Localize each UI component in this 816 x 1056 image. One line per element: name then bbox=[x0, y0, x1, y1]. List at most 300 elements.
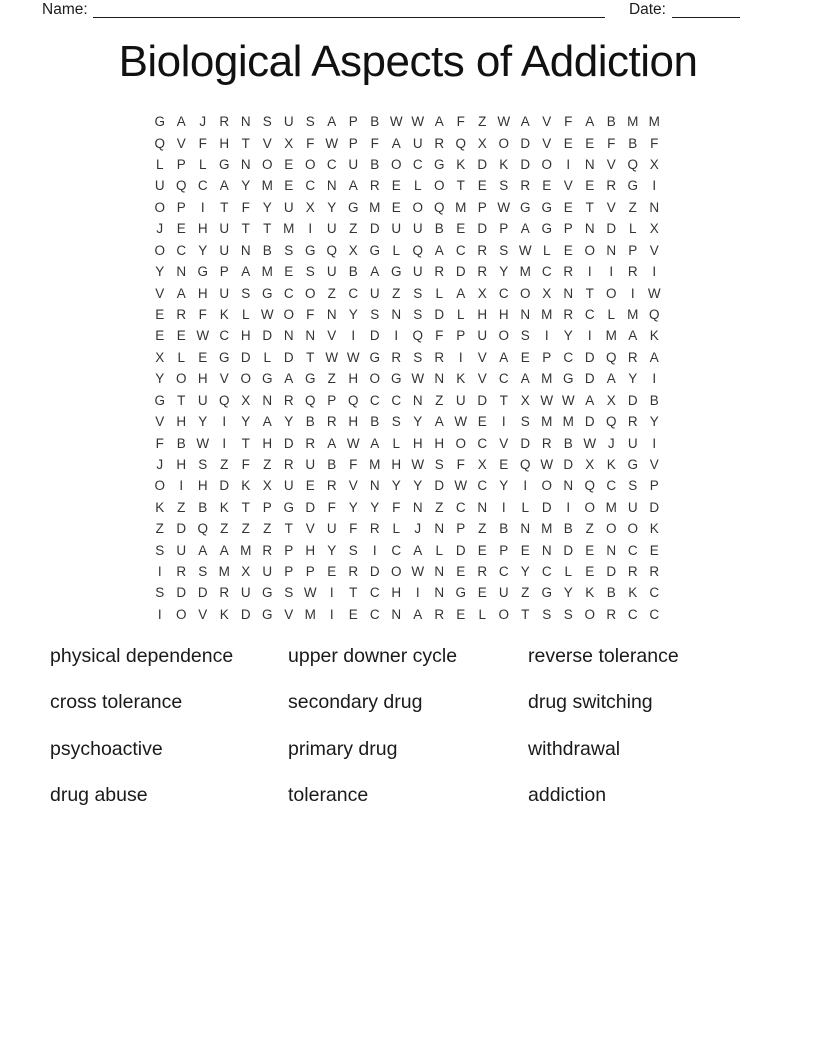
grid-cell: U bbox=[283, 114, 294, 130]
grid-cell: E bbox=[155, 307, 165, 322]
grid-cell: F bbox=[456, 456, 465, 472]
grid-cell: W bbox=[583, 435, 597, 451]
grid-cell: G bbox=[218, 157, 230, 173]
grid-cell: K bbox=[219, 606, 229, 622]
grid-cell: W bbox=[518, 242, 532, 258]
grid-cell: W bbox=[497, 199, 511, 215]
grid-cell: D bbox=[369, 564, 380, 580]
grid-cell: A bbox=[370, 435, 380, 451]
grid-cell: G bbox=[197, 264, 208, 280]
grid-cell: D bbox=[176, 521, 187, 537]
grid-cell: O bbox=[369, 371, 380, 387]
grid-cell: X bbox=[520, 392, 530, 408]
grid-cell: O bbox=[541, 478, 552, 494]
grid-cell: D bbox=[520, 435, 531, 451]
grid-cell: Z bbox=[478, 521, 487, 537]
grid-cell: R bbox=[283, 392, 294, 408]
word-list-item: upper downer cycle bbox=[288, 645, 458, 667]
grid-cell: V bbox=[198, 606, 208, 622]
grid-cell: E bbox=[305, 478, 315, 494]
grid-cell: R bbox=[434, 135, 445, 151]
grid-cell: D bbox=[434, 307, 445, 322]
header bbox=[42, 1, 740, 18]
grid-cell: D bbox=[563, 456, 574, 472]
grid-cell: X bbox=[262, 478, 272, 494]
grid-cell: W bbox=[647, 285, 661, 301]
grid-cell: M bbox=[605, 499, 617, 515]
grid-cell: D bbox=[240, 606, 251, 622]
grid-cell: E bbox=[477, 178, 487, 194]
grid-cell: K bbox=[241, 478, 251, 494]
grid-cell: Z bbox=[327, 371, 336, 387]
grid-cell: U bbox=[627, 435, 638, 451]
grid-cell: I bbox=[372, 542, 377, 558]
grid-cell: Z bbox=[263, 521, 272, 537]
grid-cell: O bbox=[433, 178, 445, 194]
grid-cell: O bbox=[240, 371, 251, 387]
grid-cell: D bbox=[369, 221, 380, 237]
grid-cell: Q bbox=[304, 392, 316, 408]
grid-cell: Y bbox=[348, 307, 358, 322]
grid-cell: W bbox=[454, 414, 468, 430]
grid-cell: B bbox=[499, 521, 509, 537]
grid-cell: A bbox=[413, 606, 423, 622]
grid-cell: Y bbox=[413, 414, 423, 430]
grid-cell: Z bbox=[435, 499, 444, 515]
grid-cell: J bbox=[607, 435, 615, 451]
grid-cell: F bbox=[241, 199, 250, 215]
grid-cell: W bbox=[325, 135, 339, 151]
grid-cell: N bbox=[262, 392, 273, 408]
grid-cell: C bbox=[219, 328, 230, 344]
grid-cell: C bbox=[563, 349, 574, 365]
grid-cell: U bbox=[412, 264, 423, 280]
grid-cell: W bbox=[411, 371, 425, 387]
grid-cell: A bbox=[262, 414, 272, 430]
grid-cell: R bbox=[219, 114, 230, 130]
grid-cell: Z bbox=[521, 585, 530, 601]
grid-cell: C bbox=[391, 392, 402, 408]
grid-cell: N bbox=[520, 521, 531, 537]
grid-cell: J bbox=[414, 521, 422, 537]
grid-cell: W bbox=[454, 478, 468, 494]
grid-cell: F bbox=[650, 135, 659, 151]
grid-cell: E bbox=[563, 199, 573, 215]
grid-cell: U bbox=[498, 585, 509, 601]
grid-cell: E bbox=[477, 542, 487, 558]
grid-cell: L bbox=[155, 157, 164, 173]
grid-cell: H bbox=[348, 371, 359, 387]
grid-cell: E bbox=[198, 349, 208, 365]
grid-cell: S bbox=[198, 564, 208, 580]
grid-cell: S bbox=[241, 285, 251, 301]
grid-cell: K bbox=[585, 585, 595, 601]
grid-cell: I bbox=[587, 328, 592, 344]
grid-cell: W bbox=[303, 585, 317, 601]
grid-cell: C bbox=[498, 371, 509, 387]
grid-cell: A bbox=[219, 178, 229, 194]
grid-cell: Y bbox=[198, 242, 208, 258]
grid-cell: F bbox=[198, 307, 207, 322]
grid-cell: B bbox=[305, 414, 315, 430]
grid-cell: H bbox=[197, 478, 208, 494]
grid-cell: Y bbox=[649, 414, 659, 430]
grid-cell: Q bbox=[347, 392, 359, 408]
grid-cell: D bbox=[240, 349, 251, 365]
grid-cell: S bbox=[413, 307, 423, 322]
grid-cell: R bbox=[649, 564, 660, 580]
grid-cell: N bbox=[369, 478, 380, 494]
grid-cell: F bbox=[155, 435, 164, 451]
word-list-item: primary drug bbox=[288, 737, 398, 760]
grid-cell: L bbox=[564, 564, 572, 580]
grid-cell: N bbox=[434, 521, 445, 537]
grid-cell: K bbox=[456, 157, 466, 173]
grid-cell: N bbox=[563, 285, 574, 301]
grid-cell: B bbox=[370, 414, 380, 430]
grid-cell: H bbox=[197, 221, 208, 237]
grid-cell: A bbox=[628, 328, 638, 344]
grid-cell: G bbox=[261, 285, 273, 301]
grid-cell: N bbox=[584, 157, 595, 173]
grid-cell: M bbox=[455, 199, 467, 215]
grid-cell: A bbox=[649, 349, 659, 365]
grid-cell: Q bbox=[197, 521, 208, 537]
grid-cell: N bbox=[520, 307, 531, 322]
grid-cell: H bbox=[262, 435, 273, 451]
grid-cell: E bbox=[155, 328, 165, 344]
grid-cell: Y bbox=[391, 478, 401, 494]
grid-cell: T bbox=[585, 199, 594, 215]
grid-cell: A bbox=[456, 285, 466, 301]
grid-cell: F bbox=[392, 499, 401, 515]
grid-cell: B bbox=[606, 585, 616, 601]
grid-cell: W bbox=[260, 307, 274, 322]
grid-cell: D bbox=[584, 414, 595, 430]
grid-cell: I bbox=[222, 435, 227, 451]
grid-cell: L bbox=[435, 285, 443, 301]
date-blank-line bbox=[672, 3, 740, 18]
grid-cell: I bbox=[415, 585, 420, 601]
grid-cell: B bbox=[649, 392, 659, 408]
grid-cell: I bbox=[501, 499, 506, 515]
grid-cell: M bbox=[240, 542, 252, 558]
grid-cell: L bbox=[478, 606, 486, 622]
grid-cell: R bbox=[627, 264, 638, 280]
grid-cell: O bbox=[605, 285, 617, 301]
grid-cell: G bbox=[519, 199, 531, 215]
grid-cell: W bbox=[561, 392, 575, 408]
grid-cell: W bbox=[411, 114, 425, 130]
grid-cell: C bbox=[649, 606, 660, 622]
grid-cell: M bbox=[369, 199, 381, 215]
grid-cell: T bbox=[220, 199, 229, 215]
grid-cell: Y bbox=[563, 328, 573, 344]
name-label: Name: bbox=[42, 1, 88, 18]
grid-cell: O bbox=[584, 242, 595, 258]
grid-cell: K bbox=[499, 157, 509, 173]
grid-cell: L bbox=[413, 178, 422, 194]
grid-cell: G bbox=[455, 585, 466, 601]
grid-cell: V bbox=[284, 606, 294, 622]
grid-cell: A bbox=[284, 371, 294, 387]
grid-cell: V bbox=[649, 456, 659, 472]
grid-cell: S bbox=[348, 542, 358, 558]
grid-cell: Q bbox=[175, 178, 187, 194]
grid-cell: Q bbox=[605, 414, 617, 430]
grid-cell: K bbox=[219, 499, 229, 515]
grid-cell: I bbox=[652, 371, 657, 387]
grid-cell: K bbox=[628, 585, 638, 601]
grid-cell: N bbox=[584, 221, 595, 237]
grid-cell: Y bbox=[155, 264, 165, 280]
grid-cell: A bbox=[327, 114, 337, 130]
grid-cell: V bbox=[649, 242, 659, 258]
grid-cell: S bbox=[155, 542, 165, 558]
grid-cell: B bbox=[262, 242, 272, 258]
grid-cell: I bbox=[587, 264, 592, 280]
grid-cell: D bbox=[520, 135, 531, 151]
grid-cell: X bbox=[477, 456, 487, 472]
grid-cell: O bbox=[455, 435, 466, 451]
grid-cell: D bbox=[606, 221, 617, 237]
grid-cell: P bbox=[327, 392, 337, 408]
grid-cell: F bbox=[370, 135, 379, 151]
grid-cell: L bbox=[392, 435, 400, 451]
grid-cell: U bbox=[305, 456, 316, 472]
grid-cell: R bbox=[219, 585, 230, 601]
grid-cell: R bbox=[627, 349, 638, 365]
grid-cell: R bbox=[477, 264, 488, 280]
grid-cell: I bbox=[329, 585, 334, 601]
grid-cell: A bbox=[434, 414, 444, 430]
grid-cell: L bbox=[177, 349, 185, 365]
grid-cell: E bbox=[477, 414, 487, 430]
grid-cell: S bbox=[284, 242, 294, 258]
grid-cell: H bbox=[498, 307, 509, 322]
grid-cell: R bbox=[348, 564, 359, 580]
grid-cell: V bbox=[542, 135, 552, 151]
grid-cell: L bbox=[607, 307, 615, 322]
grid-cell: N bbox=[563, 478, 574, 494]
grid-cell: N bbox=[434, 371, 445, 387]
grid-cell: M bbox=[519, 264, 531, 280]
grid-cell: M bbox=[627, 114, 639, 130]
grid-cell: P bbox=[284, 564, 294, 580]
grid-cell: X bbox=[477, 285, 487, 301]
grid-cell: O bbox=[154, 242, 165, 258]
grid-cell: B bbox=[563, 435, 573, 451]
grid-cell: Q bbox=[605, 349, 617, 365]
grid-cell: O bbox=[390, 157, 402, 173]
grid-cell: I bbox=[200, 199, 205, 215]
grid-cell: T bbox=[499, 392, 508, 408]
grid-cell: R bbox=[520, 178, 531, 194]
grid-cell: L bbox=[241, 307, 250, 322]
grid-cell: G bbox=[541, 199, 552, 215]
grid-cell: T bbox=[456, 178, 465, 194]
grid-cell: P bbox=[499, 542, 509, 558]
grid-cell: K bbox=[606, 456, 616, 472]
grid-cell: E bbox=[176, 221, 186, 237]
grid-cell: D bbox=[434, 478, 445, 494]
grid-cell: R bbox=[369, 178, 380, 194]
grid-cell: R bbox=[627, 414, 638, 430]
grid-cell: E bbox=[391, 178, 401, 194]
grid-cell: R bbox=[434, 264, 445, 280]
word-list-item: physical dependence bbox=[50, 645, 234, 667]
grid-cell: A bbox=[198, 542, 208, 558]
grid-cell: G bbox=[390, 264, 402, 280]
grid-cell: E bbox=[477, 585, 487, 601]
grid-cell: Q bbox=[412, 242, 423, 258]
grid-cell: U bbox=[326, 221, 337, 237]
grid-cell: Z bbox=[220, 521, 229, 537]
grid-cell: A bbox=[499, 349, 509, 365]
grid-cell: H bbox=[197, 371, 208, 387]
grid-cell: R bbox=[477, 564, 488, 580]
grid-cell: Y bbox=[348, 499, 358, 515]
grid-cell: C bbox=[584, 307, 595, 322]
grid-cell: G bbox=[283, 499, 294, 515]
grid-cell: V bbox=[305, 521, 315, 537]
grid-cell: A bbox=[348, 178, 358, 194]
grid-cell: D bbox=[283, 435, 294, 451]
grid-cell: G bbox=[261, 585, 273, 601]
grid-cell: A bbox=[219, 542, 229, 558]
grid-cell: D bbox=[305, 499, 316, 515]
grid-cell: V bbox=[477, 349, 487, 365]
grid-cell: F bbox=[198, 135, 207, 151]
grid-cell: E bbox=[284, 264, 294, 280]
grid-cell: N bbox=[176, 264, 187, 280]
grid-cell: E bbox=[585, 178, 595, 194]
grid-cell: U bbox=[219, 285, 230, 301]
grid-cell: N bbox=[326, 178, 337, 194]
grid-cell: U bbox=[176, 542, 187, 558]
grid-cell: G bbox=[369, 242, 380, 258]
grid-cell: B bbox=[563, 521, 573, 537]
grid-cell: C bbox=[369, 606, 380, 622]
grid-cell: N bbox=[434, 564, 445, 580]
grid-cell: A bbox=[241, 264, 251, 280]
grid-cell: H bbox=[412, 435, 423, 451]
grid-cell: S bbox=[520, 328, 530, 344]
grid-cell: Q bbox=[584, 478, 595, 494]
grid-cell: K bbox=[649, 328, 659, 344]
grid-cell: E bbox=[456, 606, 466, 622]
grid-cell: H bbox=[176, 456, 187, 472]
grid-cell: D bbox=[477, 157, 488, 173]
grid-cell: F bbox=[349, 521, 358, 537]
grid-cell: D bbox=[520, 157, 531, 173]
grid-cell: N bbox=[240, 242, 251, 258]
grid-cell: A bbox=[585, 114, 595, 130]
grid-cell: K bbox=[155, 499, 165, 515]
grid-cell: N bbox=[326, 307, 337, 322]
date-label: Date: bbox=[628, 1, 666, 18]
grid-cell: Q bbox=[326, 242, 337, 258]
grid-cell: X bbox=[477, 135, 487, 151]
word-list-item: drug abuse bbox=[50, 784, 148, 807]
grid-cell: I bbox=[630, 285, 635, 301]
grid-cell: Y bbox=[499, 264, 509, 280]
grid-cell: C bbox=[176, 242, 187, 258]
grid-cell: R bbox=[627, 564, 638, 580]
grid-cell: K bbox=[219, 307, 229, 322]
grid-cell: A bbox=[520, 221, 530, 237]
grid-cell: P bbox=[284, 542, 294, 558]
grid-cell: O bbox=[304, 285, 316, 301]
word-list-item: cross tolerance bbox=[50, 691, 183, 714]
grid-cell: I bbox=[157, 606, 162, 622]
grid-cell: S bbox=[284, 585, 294, 601]
grid-cell: B bbox=[198, 499, 208, 515]
grid-cell: A bbox=[434, 114, 444, 130]
grid-cell: Y bbox=[155, 371, 165, 387]
grid-cell: O bbox=[519, 285, 531, 301]
grid-cell: I bbox=[458, 349, 463, 365]
grid-cell: D bbox=[455, 264, 466, 280]
grid-cell: I bbox=[652, 435, 657, 451]
grid-cell: O bbox=[390, 564, 402, 580]
grid-cell: I bbox=[566, 499, 571, 515]
grid-cell: A bbox=[327, 435, 337, 451]
grid-cell: C bbox=[498, 564, 509, 580]
grid-cell: H bbox=[305, 542, 316, 558]
grid-cell: P bbox=[262, 499, 272, 515]
grid-cell: P bbox=[456, 328, 466, 344]
grid-cell: M bbox=[648, 114, 660, 130]
grid-cell: T bbox=[585, 285, 594, 301]
grid-cell: C bbox=[348, 285, 359, 301]
grid-cell: L bbox=[521, 499, 529, 515]
grid-cell: Q bbox=[519, 456, 531, 472]
grid-cell: E bbox=[649, 542, 659, 558]
grid-cell: P bbox=[542, 349, 552, 365]
grid-cell: U bbox=[627, 499, 638, 515]
grid-cell: R bbox=[305, 435, 316, 451]
grid-cell: O bbox=[261, 157, 273, 173]
grid-cell: D bbox=[563, 542, 574, 558]
grid-cell: E bbox=[456, 221, 466, 237]
grid-cell: Y bbox=[327, 542, 337, 558]
word-search-grid bbox=[149, 111, 665, 625]
grid-cell: A bbox=[370, 264, 380, 280]
grid-cell: I bbox=[308, 221, 313, 237]
grid-cell: U bbox=[412, 135, 423, 151]
grid-cell: R bbox=[326, 478, 337, 494]
grid-cell: M bbox=[283, 221, 295, 237]
grid-cell: R bbox=[606, 178, 617, 194]
grid-cell: F bbox=[349, 456, 358, 472]
grid-cell: V bbox=[155, 285, 165, 301]
grid-cell: S bbox=[499, 178, 509, 194]
grid-cell: X bbox=[284, 135, 294, 151]
grid-cell: E bbox=[456, 564, 466, 580]
grid-cell: D bbox=[197, 585, 208, 601]
grid-cell: H bbox=[176, 414, 187, 430]
grid-cell: N bbox=[412, 392, 423, 408]
grid-cell: J bbox=[199, 114, 207, 130]
name-blank-line bbox=[93, 3, 605, 18]
grid-cell: C bbox=[541, 264, 552, 280]
grid-cell: Q bbox=[648, 307, 660, 322]
grid-cell: G bbox=[390, 371, 402, 387]
grid-cell: Y bbox=[241, 414, 251, 430]
grid-cell: W bbox=[540, 456, 554, 472]
grid-cell: F bbox=[306, 307, 315, 322]
